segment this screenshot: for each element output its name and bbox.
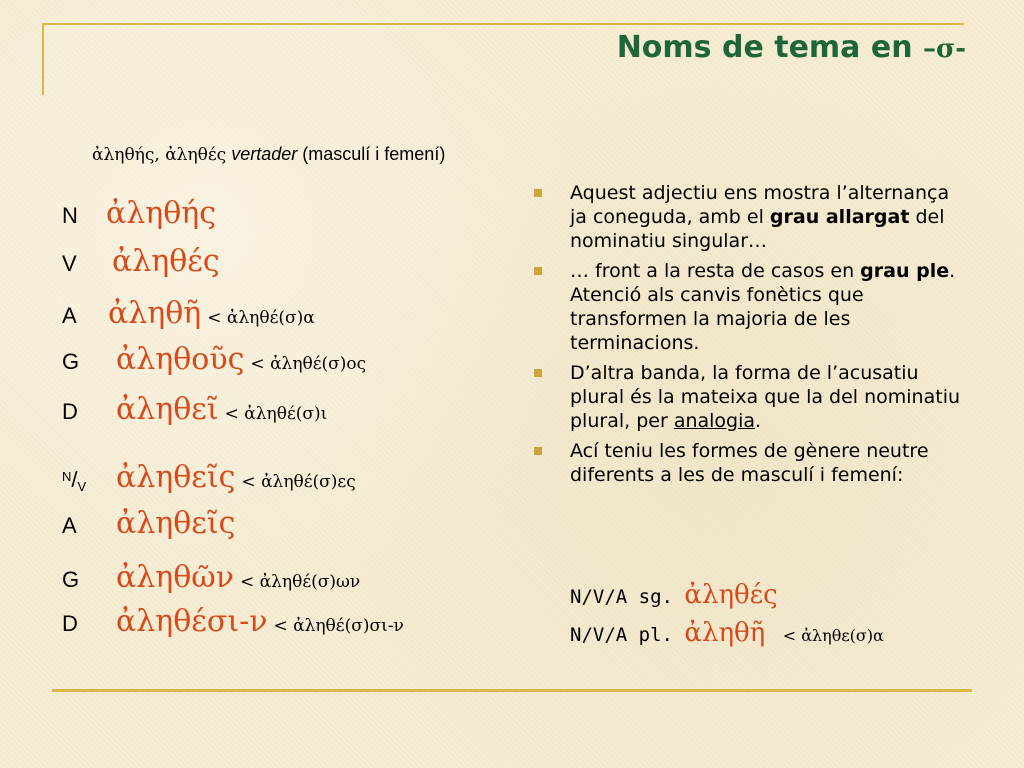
paradigm-row — [62, 392, 327, 427]
derivation-note: < ἀληθέ(σ)α — [207, 308, 315, 328]
bullet-icon — [534, 189, 542, 197]
greek-form: ἀληθέσι-ν — [116, 604, 268, 639]
list-item: Aquest adjectiu ens mostra l’alternança ja coneguda, amb el grau allargat del nominatiu singular… — [532, 181, 972, 253]
case-label: A — [62, 513, 77, 538]
header-greek: ἀληθής, ἀληθές — [92, 145, 227, 165]
neuter-label: N/V/A pl. — [570, 624, 673, 646]
case-label: D — [62, 611, 78, 636]
neuter-plural — [570, 618, 884, 648]
greek-form: ἀληθεῖς — [116, 460, 236, 495]
list-item: D’altra banda, la forma de l’acusatiu plural és la mateixa que la del nominatiu plural, per analogia. — [532, 361, 972, 433]
list-item: … front a la resta de casos en grau ple. Atenció als canvis fonètics que transformen la majoria de les terminacions. — [532, 259, 972, 355]
greek-form: ἀληθῆ — [108, 296, 202, 331]
derivation-note: < ἀληθέ(σ)ος — [250, 354, 367, 374]
paradigm-row — [62, 296, 315, 331]
case-label: G — [62, 349, 80, 374]
bullet-icon — [534, 369, 542, 377]
derivation-note: < ἀληθέ(σ)σι-ν — [273, 616, 404, 636]
derivation-note: < ἀληθέ(σ)ων — [240, 572, 361, 592]
greek-form: ἀληθῆ — [684, 618, 766, 648]
case-label: D — [62, 399, 78, 424]
paradigm-row — [62, 506, 235, 541]
greek-form: ἀληθές — [684, 580, 778, 610]
case-label: N — [62, 203, 78, 228]
explanation-list — [532, 181, 972, 493]
paradigm-row — [62, 604, 404, 639]
paradigm-row — [62, 244, 220, 279]
paradigm-row — [62, 460, 356, 495]
greek-form: ἀληθής — [106, 196, 217, 231]
greek-form: ἀληθεῖς — [116, 506, 236, 541]
header-rest: (masculí i femení) — [302, 144, 446, 164]
header-gloss: vertader — [231, 144, 298, 164]
slide-title-text: Noms de tema en — [616, 30, 913, 65]
slide-title — [617, 30, 966, 65]
derivation-note: < ἀληθέ(σ)ες — [241, 472, 356, 492]
bullet-icon — [534, 447, 542, 455]
neuter-label: N/V/A sg. — [570, 586, 673, 608]
greek-form: ἀληθῶν — [116, 560, 235, 595]
neuter-singular — [570, 580, 778, 610]
greek-form: ἀληθοῦς — [116, 342, 245, 377]
derivation-note: < ἀληθέ(σ)ι — [224, 404, 328, 424]
case-label: $^N/_V$ — [62, 467, 87, 494]
greek-form: ἀληθές — [112, 244, 220, 279]
left-rule — [42, 23, 44, 95]
slide-title-suffix: –σ- — [923, 34, 966, 64]
paradigm-row — [62, 560, 360, 595]
paradigm-header — [92, 144, 445, 165]
greek-form: ἀληθεῖ — [116, 392, 219, 427]
derivation-note: < ἀληθε(σ)α — [782, 626, 884, 645]
paradigm-row — [62, 196, 216, 231]
bullet-icon — [534, 267, 542, 275]
case-label: A — [62, 303, 77, 328]
bottom-rule — [52, 689, 972, 692]
paradigm-row — [62, 342, 366, 377]
case-label: V — [62, 251, 77, 276]
top-rule — [42, 23, 964, 25]
case-label: G — [62, 567, 80, 592]
list-item: Ací teniu les formes de gènere neutre diferents a les de masculí i femení: — [532, 439, 972, 487]
